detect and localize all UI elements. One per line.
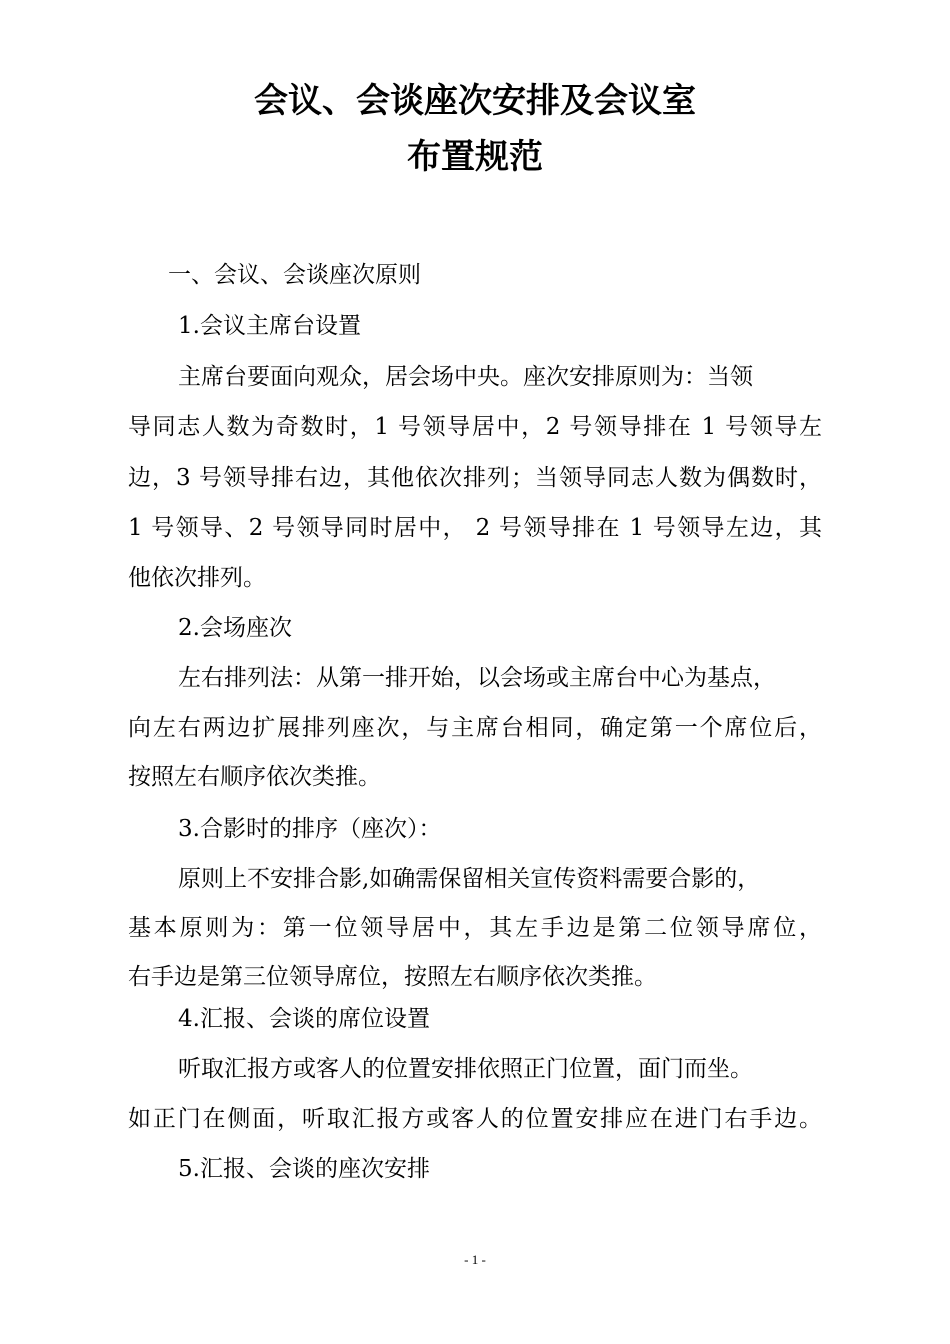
- section-heading: 一、会议、会谈座次原则: [168, 262, 421, 288]
- paragraph-line: 右手边是第三位领导席位，按照左右顺序依次类推。: [128, 964, 657, 990]
- item-heading-1: 1.会议主席台设置: [178, 313, 361, 339]
- page-number: - 1 -: [464, 1252, 486, 1267]
- paragraph-line: 向左右两边扩展排列座次，与主席台相同，确定第一个席位后，: [128, 715, 822, 741]
- paragraph-line: 左右排列法：从第一排开始，以会场或主席台中心为基点，: [178, 665, 776, 691]
- paragraph-line: 听取汇报方或客人的位置安排依照正门位置，面门而坐。: [178, 1056, 753, 1082]
- paragraph-line: 如正门在侧面，听取汇报方或客人的位置安排应在进门右手边。: [128, 1106, 822, 1132]
- document-title-line-2: 布置规范: [407, 137, 543, 177]
- paragraph-line: 按照左右顺序依次类推。: [128, 764, 381, 790]
- item-heading-4: 4.汇报、会谈的席位设置: [178, 1006, 430, 1032]
- paragraph-line: 原则上不安排合影,如确需保留相关宣传资料需要合影的，: [178, 866, 761, 892]
- item-heading-2: 2.会场座次: [178, 615, 292, 641]
- paragraph-line: 主席台要面向观众，居会场中央。座次安排原则为：当领: [178, 364, 753, 390]
- paragraph-line: 边，3 号领导排右边，其他依次排列；当领导同志人数为偶数时，: [128, 465, 822, 491]
- item-heading-5: 5.汇报、会谈的座次安排: [178, 1156, 430, 1182]
- paragraph-line: 他依次排列。: [128, 565, 266, 591]
- paragraph-line: 基本原则为：第一位领导居中，其左手边是第二位领导席位，: [128, 915, 822, 941]
- item-heading-3: 3.合影时的排序（座次）：: [178, 816, 442, 842]
- paragraph-line: 1 号领导、2 号领导同时居中， 2 号领导排在 1 号领导左边，其: [128, 515, 822, 541]
- document-title-line-1: 会议、会谈座次安排及会议室: [254, 81, 696, 121]
- paragraph-line: 导同志人数为奇数时，1 号领导居中，2 号领导排在 1 号领导左: [128, 414, 822, 440]
